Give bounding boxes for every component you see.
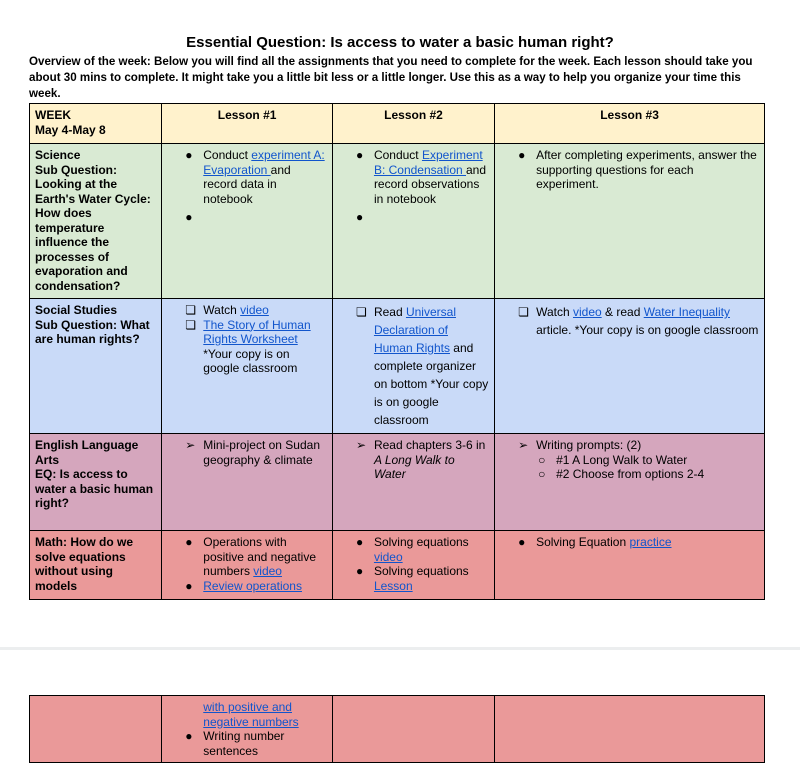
arrow-icon: ➢: [518, 438, 529, 452]
water-video-link[interactable]: video: [572, 305, 602, 319]
social-sub-question: Sub Question: What are human rights?: [35, 317, 150, 346]
math-lesson2: [332, 531, 494, 600]
ela-subject: English Language Arts: [35, 438, 139, 467]
ela-lesson3: [495, 434, 765, 531]
science-subject: Science: [35, 148, 81, 162]
list-item: [185, 318, 327, 376]
circle-icon: ○: [538, 467, 546, 481]
list-item: [538, 453, 759, 468]
list-item: [356, 148, 489, 206]
checkbox-icon: ❏: [185, 317, 197, 332]
week-label: WEEK: [35, 108, 71, 122]
math-lesson3: [495, 531, 765, 600]
item-text: Solving equations: [373, 535, 469, 549]
circle-icon: ○: [538, 452, 546, 467]
science-lesson3: [495, 144, 765, 299]
overview-text: Overview of the week: Below you will find all the assignments that you need to complete for the week. Each lesson should take you about 30 mins to complete. It might take you a little bit less or a little longer. Use this as a way to help you organize your time this week.: [29, 55, 753, 100]
water-inequality-link[interactable]: Water Inequality: [643, 305, 730, 319]
list-item: [356, 303, 489, 429]
operations-video-link[interactable]: video: [253, 564, 282, 578]
list-item: [185, 535, 327, 579]
list-item-continuation: [167, 700, 327, 729]
math-subject-cell: [30, 531, 162, 600]
list-item: [518, 438, 759, 453]
solving-equations-video-link[interactable]: video: [373, 549, 403, 564]
week-cell: [30, 104, 162, 144]
book-title: A Long Walk to Water: [373, 452, 455, 481]
item-text: Watch: [536, 305, 573, 319]
math-lesson1: [162, 531, 333, 600]
review-operations-link-continued[interactable]: with positive and negative numbers: [203, 700, 299, 729]
bullet-icon: ●: [518, 535, 526, 549]
item-text: Writing prompts: (2): [536, 438, 642, 452]
list-item: [185, 148, 327, 206]
human-rights-video-link[interactable]: video: [240, 303, 269, 317]
page-break-divider: [0, 647, 800, 650]
story-of-human-rights-link[interactable]: The Story of Human Rights Worksheet: [203, 317, 311, 346]
item-text: #2 Choose from options 2-4: [556, 467, 705, 481]
science-lesson1: [162, 144, 333, 299]
bullet-icon: ●: [355, 148, 364, 162]
item-text: Solving equations: [373, 564, 469, 578]
bullet-icon: ●: [185, 578, 193, 593]
math-lesson3-continued: [495, 696, 765, 763]
item-text: Conduct: [373, 148, 422, 162]
math-subject: Math: How do we solve equations without using models: [35, 535, 133, 593]
social-lesson2: [332, 299, 494, 434]
list-item: [185, 303, 327, 318]
solving-equations-lesson-link[interactable]: Lesson: [373, 578, 413, 593]
list-item: [185, 438, 327, 467]
science-sub-question: Sub Question: Looking at the Earth's Water Cycle: How does temperature influence the processes of evaporation and condensation?: [35, 162, 151, 293]
item-text: After completing experiments, answer the supporting questions for each experiment.: [536, 148, 757, 191]
bullet-icon: ●: [355, 564, 364, 578]
math-row-continued: [30, 696, 765, 763]
item-text: Solving Equation: [536, 535, 630, 549]
ela-row: [30, 434, 765, 531]
social-subject: Social Studies: [35, 303, 118, 317]
list-item: [518, 303, 759, 339]
list-item: [185, 579, 327, 594]
item-text: *Your copy is on google classroom: [203, 346, 298, 375]
bullet-icon: ●: [518, 148, 526, 162]
list-item: [356, 564, 489, 593]
arrow-icon: ➢: [185, 438, 196, 452]
weekly-plan-table: [29, 103, 765, 600]
math-lesson2-continued: [332, 696, 494, 763]
list-item: [538, 467, 759, 482]
list-item: [356, 210, 489, 225]
page-title: Essential Question: Is access to water a basic human right?: [186, 34, 614, 51]
arrow-icon: ➢: [355, 438, 366, 452]
week-dates: May 4-May 8: [35, 122, 106, 137]
social-studies-row: [30, 299, 765, 434]
item-text: Writing number sentences: [203, 729, 285, 758]
item-text: and record data in notebook: [203, 162, 291, 206]
ela-eq: EQ: Is access to water a basic human right?: [35, 467, 154, 510]
experiment-b-link[interactable]: Experiment B: Condensation: [373, 148, 483, 177]
item-text: and complete organizer on bottom *Your copy is on google classroom: [373, 341, 489, 427]
list-item: [356, 535, 489, 564]
item-text: & read: [601, 305, 644, 319]
review-operations-link[interactable]: Review operations: [203, 578, 302, 593]
lesson1-header: Lesson #1: [162, 104, 333, 144]
math-row: [30, 531, 765, 600]
ela-lesson2: [332, 434, 494, 531]
social-lesson1: [162, 299, 333, 434]
list-item: [185, 729, 327, 758]
bullet-icon: ●: [185, 148, 193, 162]
social-subject-cell: [30, 299, 162, 434]
checkbox-icon: ❏: [518, 305, 529, 319]
social-lesson3: [495, 299, 765, 434]
item-text: Watch: [203, 303, 241, 317]
bullet-icon: ●: [355, 535, 364, 549]
bullet-icon: ●: [185, 535, 193, 549]
checkbox-icon: ❏: [185, 303, 197, 317]
item-text: Mini-project on Sudan geography & climate: [203, 438, 320, 467]
experiment-a-link[interactable]: experiment A: Evaporation: [203, 148, 325, 177]
lesson3-header: Lesson #3: [495, 104, 765, 144]
udhr-link[interactable]: Universal Declaration of Human Rights: [373, 305, 456, 355]
item-text: and record observations in notebook: [373, 162, 487, 206]
header-row: [30, 104, 765, 144]
list-item: [185, 210, 327, 225]
science-row: [30, 144, 765, 299]
item-text: #1 A Long Walk to Water: [556, 452, 688, 467]
item-text: Operations with positive and negative numbers: [203, 535, 317, 578]
math-subject-cell-continued: [30, 696, 162, 763]
bullet-icon: ●: [185, 210, 193, 224]
science-subject-cell: [30, 144, 162, 299]
bullet-icon: ●: [185, 729, 193, 743]
item-text: article. *Your copy is on google classroom: [536, 323, 759, 337]
list-item: [356, 438, 489, 482]
continued-table: [29, 695, 765, 763]
list-item: [518, 148, 759, 192]
ela-subject-cell: [30, 434, 162, 531]
item-text: Read: [373, 305, 406, 319]
item-text: Conduct: [203, 148, 252, 162]
math-lesson1-continued: [162, 696, 333, 763]
science-lesson2: [332, 144, 494, 299]
lesson2-header: Lesson #2: [332, 104, 494, 144]
checkbox-icon: ❏: [355, 305, 367, 319]
item-text: Read chapters 3-6 in: [373, 438, 486, 452]
solving-equation-practice-link[interactable]: practice: [629, 535, 672, 549]
bullet-icon: ●: [355, 210, 364, 224]
ela-lesson1: [162, 434, 333, 531]
list-item: [518, 535, 759, 550]
